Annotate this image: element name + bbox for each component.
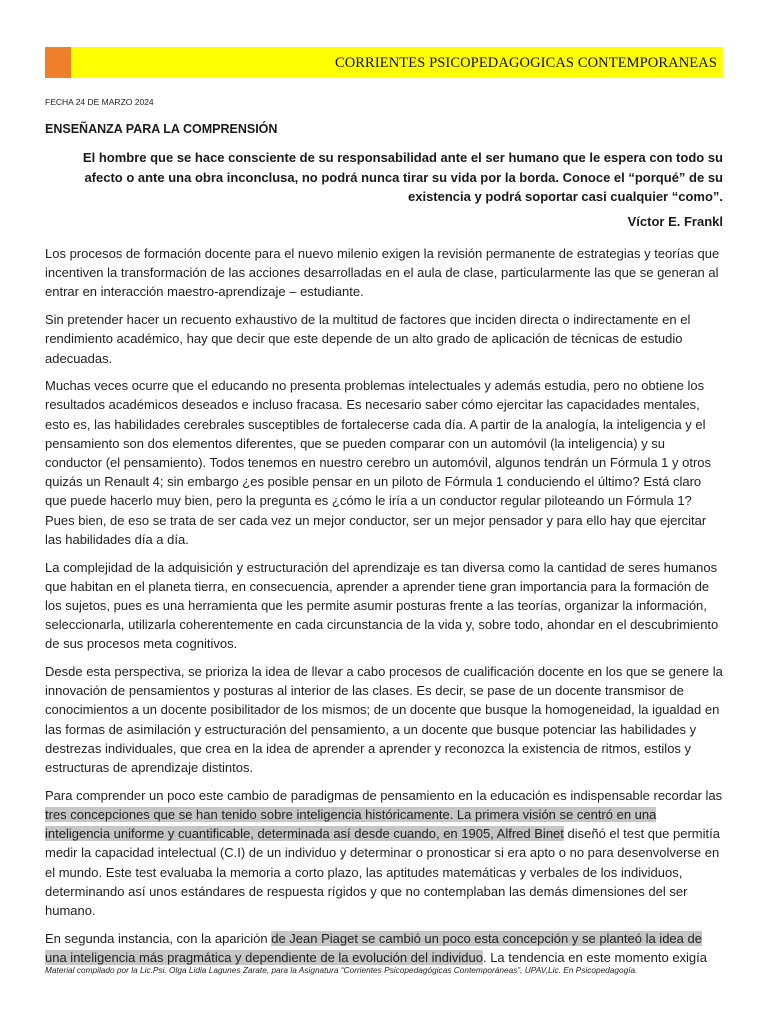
- paragraph-text: En segunda instancia, con la aparición: [45, 930, 272, 946]
- epigraph-author: Víctor E. Frankl: [627, 214, 723, 229]
- paragraph: La complejidad de la adquisición y estructuración del aprendizaje es tan diversa como la cantidad de seres humanos que habitan en el planeta tierra, en consecuencia, aprender a aprender tiene gran importancia para la formación de los sujetos, pues es una herramienta que les permite asumir posturas frente a las teorías, organizar la información, seleccionarla, utilizarla coherentemente en cada circunstancia de la vida y, sobre todo, ahondar en el descubrimiento de sus procesos meta cognitivos.: [45, 559, 719, 652]
- paragraph: Los procesos de formación docente para el nuevo milenio exigen la revisión permanente de estrategias y teorías que incentiven la transformación de las acciones desarrolladas en el aula de clase, particularmente las que se generan al entrar en interacción maestro-aprendizaje – estudiante.: [45, 246, 720, 300]
- page-footer: Material compilado por la Lic.Psi. Olga Lidia Lagunes Zarate, para la Asignatura “Corrientes Psicopedagógicas Contemporáneas”, UPAV,Lic. En Psicopedagogía.: [45, 965, 638, 975]
- paragraph-text: diseñó el test que permitía medir la capacidad intelectual (C.I) de un individuo y determinar o pronosticar si era apto o no para desenvolverse en el mundo. Este test evaluaba la memoria a corto plazo, las aptitudes matemáticas y verbales de los individuos, determinando así unos estándares de respuesta rígidos y que no contemplaban las demás dimensiones del ser humano.: [45, 826, 720, 918]
- paragraph: Desde esta perspectiva, se prioriza la idea de llevar a cabo procesos de cualificación docente en los que se genere la innovación de pensamientos y posturas al interior de las clases. Es decir, se pase de un docente transmisor de conocimientos a un docente posibilitador de los mismos; de un docente que busque la homogeneidad, la igualdad en las formas de asimilación y estructuración del pensamiento, a un docente que busque potenciar las habilidades y destrezas individuales, que crea en la idea de aprender a aprender y reconozca la existencia de ritmos, estilos y estructuras de aprendizaje distintos.: [45, 664, 723, 776]
- paragraph-text: . La tendencia en este momento exigía: [482, 949, 708, 965]
- paragraph-text: Para comprender un poco este cambio de paradigmas de pensamiento en la educación es indispensable recordar las: [45, 787, 723, 803]
- paragraph: Sin pretender hacer un recuento exhaustivo de la multitud de factores que inciden directa o indirectamente en el rendimiento académico, hay que decir que este depende de un alto grado de aplicación de técnicas de estudio adecuadas.: [45, 312, 691, 366]
- paragraph: [45, 929, 723, 967]
- document-body: [45, 244, 723, 976]
- document-title: ENSEÑANZA PARA LA COMPRENSIÓN: [45, 122, 278, 136]
- header-accent-block: [45, 47, 71, 78]
- paragraph: Muchas veces ocurre que el educando no presenta problemas intelectuales y además estudia, pero no obtiene los resultados académicos deseados e incluso fracasa. Es necesario saber cómo ejercitar las capacidades mentales, esto es, las habilidades cerebrales susceptibles de fortalecerse cada día. A partir de la analogía, la inteligencia y el pensamiento son dos elementos diferentes, que se pueden comparar con un automóvil (la inteligencia) y su conductor (el pensamiento). Todos tenemos en nuestro cerebro un automóvil, algunos tendrán un Fórmula 1 y otros quizás un Renault 4; sin embargo ¿es posible pensar en un piloto de Fórmula 1 conduciendo el último? Está claro que puede hacerlo muy bien, pero la pregunta es ¿cómo le iría a un conductor regular piloteando un Fórmula 1? Pues bien, de eso se trata de ser cada vez un mejor conductor, ser un mejor pensador y para ello hay que ejercitar las habilidades día a día.: [45, 378, 712, 547]
- paragraph: [45, 786, 723, 920]
- epigraph-quote: El hombre que se hace consciente de su responsabilidad ante el ser humano que le espera con todo su afecto o ante una obra inconclusa, no podrá nunca tirar su vida por la borda. Conoce el “porqué” de su existencia y podrá soportar casi cualquier “como”.: [82, 150, 723, 204]
- header-title: CORRIENTES PSICOPEDAGOGICAS CONTEMPORANEAS: [334, 55, 717, 71]
- document-date: FECHA 24 DE MARZO 2024: [45, 97, 154, 107]
- highlighted-text: de Jean Piaget se cambió un poco esta concepción y se planteó la idea de una inteligencia más pragmática y dependiente de la evolución del individuo: [45, 930, 702, 965]
- header-band: [45, 47, 723, 78]
- highlighted-text: tres concepciones que se han tenido sobre inteligencia históricamente. La primera visión se centró en una inteligencia uniforme y cuantificable, determinada así desde cuando, en 1905, Alfred Binet: [45, 806, 657, 842]
